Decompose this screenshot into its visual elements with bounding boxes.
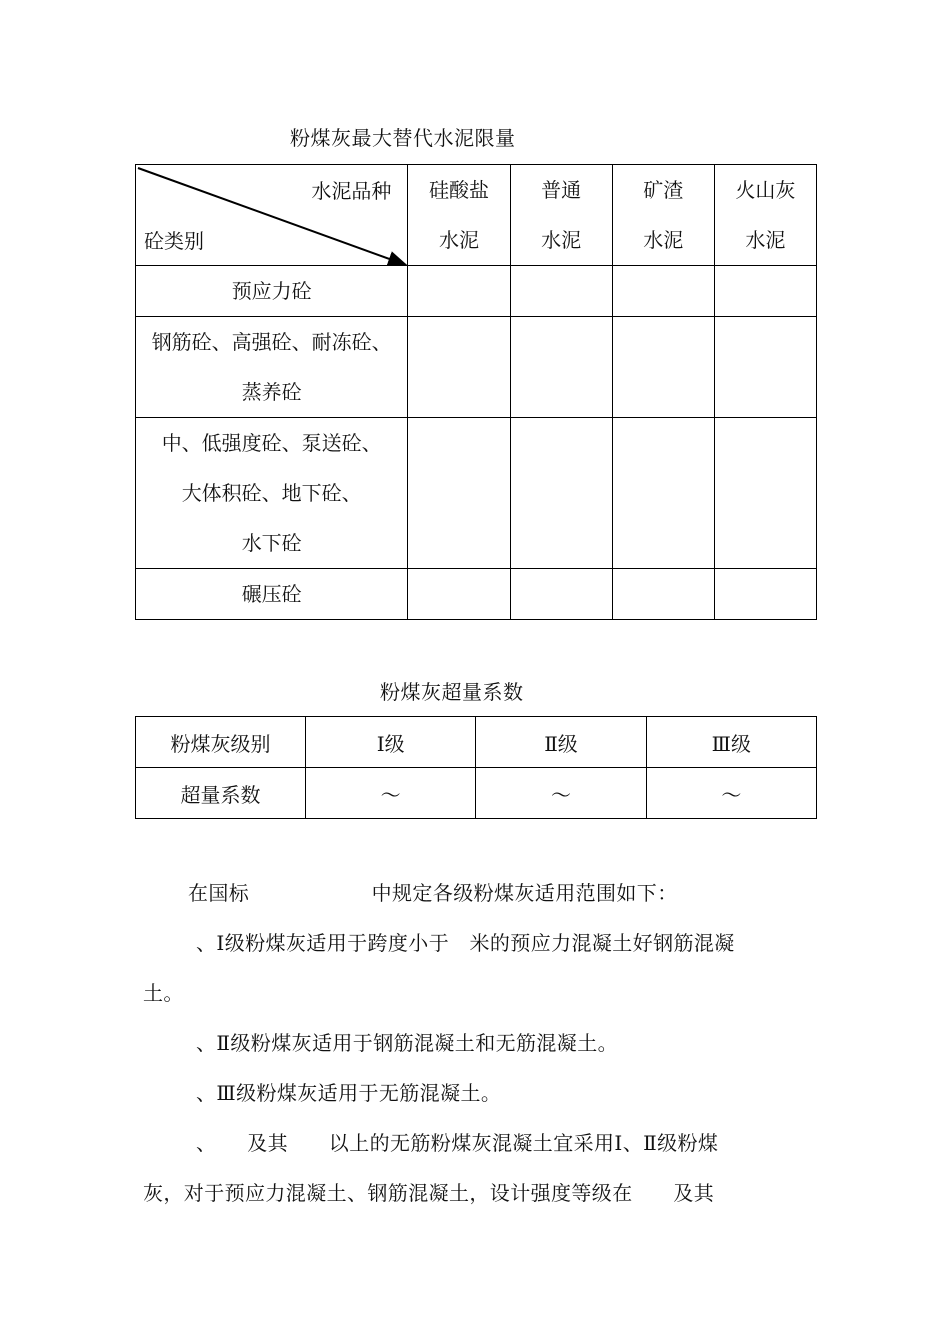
column-header: 矿渣 水泥 bbox=[612, 165, 714, 266]
row-label: 超量系数 bbox=[136, 768, 306, 819]
fly-ash-overdosage-table bbox=[135, 716, 817, 819]
empty-cell bbox=[408, 418, 510, 569]
column-header: 火山灰 水泥 bbox=[714, 165, 816, 266]
empty-cell bbox=[510, 317, 612, 418]
empty-cell bbox=[510, 569, 612, 620]
diagonal-header-cell bbox=[136, 165, 408, 266]
table-row bbox=[136, 768, 817, 819]
value-cell: ～ bbox=[306, 768, 476, 819]
row-label: 中、低强度砼、泵送砼、 大体积砼、地下砼、 水下砼 bbox=[136, 418, 408, 569]
value-cell: ～ bbox=[476, 768, 646, 819]
table1-header-row bbox=[136, 165, 817, 266]
table-row bbox=[136, 569, 817, 620]
empty-cell bbox=[510, 418, 612, 569]
header-cell: 粉煤灰级别 bbox=[136, 717, 306, 768]
paragraph-line: 灰，对于预应力混凝土、钢筋混凝土，设计强度等级在 及其 bbox=[143, 1181, 715, 1205]
empty-cell bbox=[408, 317, 510, 418]
header-cell: Ⅰ级 bbox=[306, 717, 476, 768]
fly-ash-replacement-table bbox=[135, 164, 817, 620]
header-cell: Ⅱ级 bbox=[476, 717, 646, 768]
empty-cell bbox=[612, 317, 714, 418]
column-header: 普通 水泥 bbox=[510, 165, 612, 266]
empty-cell bbox=[612, 418, 714, 569]
empty-cell bbox=[714, 569, 816, 620]
empty-cell bbox=[612, 569, 714, 620]
empty-cell bbox=[510, 266, 612, 317]
paragraph-line: 、Ⅱ级粉煤灰适用于钢筋混凝土和无筋混凝土。 bbox=[196, 1031, 618, 1055]
paragraph-line: 在国标 中规定各级粉煤灰适用范围如下： bbox=[188, 881, 678, 905]
concrete-type-label: 砼类别 bbox=[144, 229, 204, 253]
table2-header-row bbox=[136, 717, 817, 768]
cement-type-label: 水泥品种 bbox=[311, 179, 392, 203]
empty-cell bbox=[408, 569, 510, 620]
row-label: 预应力砼 bbox=[136, 266, 408, 317]
empty-cell bbox=[714, 418, 816, 569]
empty-cell bbox=[714, 266, 816, 317]
table2-title: 粉煤灰超量系数 bbox=[380, 680, 524, 704]
paragraph-line: 土。 bbox=[143, 981, 184, 1005]
column-header: 硅酸盐 水泥 bbox=[408, 165, 510, 266]
paragraph-line: 、Ⅲ级粉煤灰适用于无筋混凝土。 bbox=[196, 1081, 502, 1105]
row-label: 碾压砼 bbox=[136, 569, 408, 620]
paragraph-line: 、Ⅰ级粉煤灰适用于跨度小于 米的预应力混凝土好钢筋混凝 bbox=[196, 931, 735, 955]
row-label: 钢筋砼、高强砼、耐冻砼、 蒸养砼 bbox=[136, 317, 408, 418]
table1-title: 粉煤灰最大替代水泥限量 bbox=[290, 126, 516, 150]
table-row bbox=[136, 266, 817, 317]
empty-cell bbox=[612, 266, 714, 317]
table-row bbox=[136, 418, 817, 569]
empty-cell bbox=[408, 266, 510, 317]
value-cell: ～ bbox=[646, 768, 816, 819]
paragraph-line: 、 及其 以上的无筋粉煤灰混凝土宜采用Ⅰ、Ⅱ级粉煤 bbox=[196, 1131, 719, 1155]
empty-cell bbox=[714, 317, 816, 418]
header-cell: Ⅲ级 bbox=[646, 717, 816, 768]
table-row bbox=[136, 317, 817, 418]
